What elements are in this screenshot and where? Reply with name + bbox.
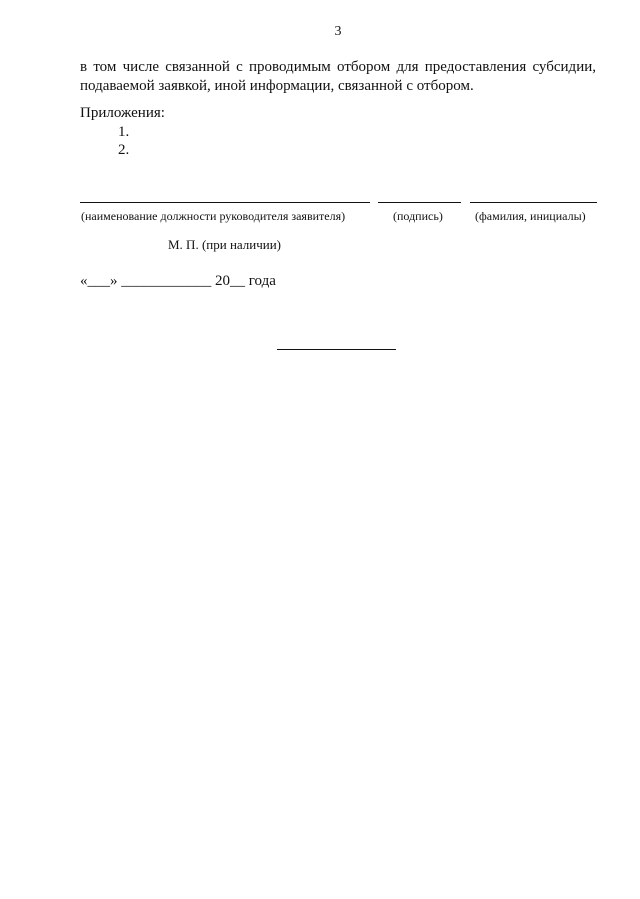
page-number: 3 (334, 24, 342, 39)
name-signature-line (470, 202, 597, 203)
paragraph-line-1: в том числе связанной с проводимым отбором для предоставления субсидии, (80, 59, 596, 75)
paragraph-line-2: подаваемой заявкой, иной информации, связанной с отбором. (80, 78, 474, 94)
signature-line (378, 202, 461, 203)
name-caption: (фамилия, инициалы) (475, 209, 586, 223)
position-signature-line (80, 202, 370, 203)
end-divider (277, 349, 396, 350)
date-line: «___» ____________ 20__ года (80, 273, 276, 289)
attachment-item-1: 1. (118, 124, 130, 140)
position-caption: (наименование должности руководителя заявителя) (81, 209, 346, 223)
attachment-item-2: 2. (118, 142, 130, 158)
signature-caption: (подпись) (393, 209, 443, 223)
stamp-note: М. П. (при наличии) (168, 237, 282, 252)
attachments-title: Приложения: (80, 105, 165, 121)
